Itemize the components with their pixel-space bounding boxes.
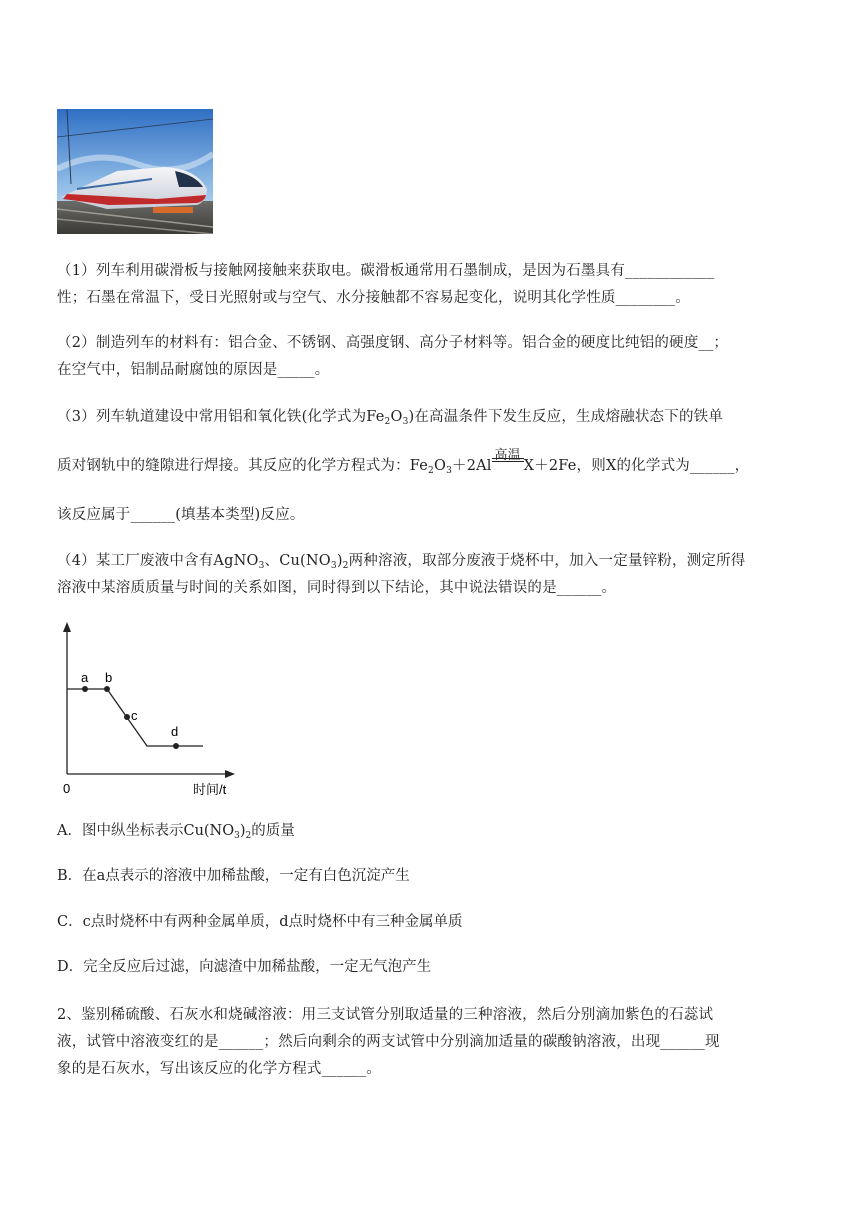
origin-label: 0 [63, 781, 71, 796]
question-1-part-4 [57, 548, 807, 602]
text-line: （4）某工厂废液中含有AgNO$_3$、$Cu(NO_3)_2$两种溶液，取部分废液于烧杯中，加入一定量锌粉，测定所得 [57, 553, 746, 571]
x-axis-label: 时间/t [193, 782, 227, 797]
option-b: B．在a点表示的溶液中加稀盐酸，一定有白色沉淀产生 [57, 868, 410, 884]
text-line: 液，试管中溶液变红的是______；然后向剩余的两支试管中分别滴加适量的碳酸钠溶液，出现______现 [57, 1034, 720, 1050]
point-c [124, 714, 130, 720]
text-line: 2、鉴别稀硫酸、石灰水和烧碱溶液：用三支试管分别取适量的三种溶液，然后分别滴加紫色的石蕊试 [57, 1007, 714, 1023]
option-c: C．c点时烧杯中有两种金属单质，d点时烧杯中有三种金属单质 [57, 914, 463, 930]
point-label-a: a [81, 670, 89, 685]
x-axis-arrow-icon [225, 770, 235, 778]
point-b [104, 686, 110, 692]
question-1-part-1 [57, 258, 807, 312]
point-d [173, 743, 179, 749]
text-line: 性；石墨在常温下，受日光照射或与空气、水分接触都不容易起变化，说明其化学性质________。 [57, 290, 690, 306]
point-label-c: c [131, 708, 138, 723]
question-1-part-3 [57, 393, 807, 540]
text-line: （2）制造列车的材料有：铝合金、不锈钢、高强度钢、高分子材料等。铝合金的硬度比纯铝的硬度__； [57, 335, 729, 351]
point-label-b: b [105, 670, 113, 685]
text-line: 象的是石灰水，写出该反应的化学方程式______。 [57, 1061, 381, 1077]
option-a: A．图中纵坐标表示$Cu(NO_3)_2$的质量 [57, 823, 295, 841]
equation-line: 质对钢轨中的缝隙进行焊接。其反应的化学方程式为：$Fe_2O_3+2Al$ 高温 X＋2Fe，则X的化学式为______， [57, 448, 750, 476]
train-image [57, 109, 213, 234]
train-photo [57, 109, 213, 234]
text-line: 该反应属于______(填基本类型)反应。 [57, 507, 305, 523]
text-line: （3）列车轨道建设中常用铝和氧化铁(化学式为$Fe_2O_3$)在高温条件下发生反应，生成熔融状态下的铁单 [57, 409, 724, 427]
point-a [82, 686, 88, 692]
option-d: D．完全反应后过滤，向滤渣中加稀盐酸，一定无气泡产生 [57, 959, 432, 975]
solute-mass-time-graph [55, 618, 245, 803]
text-line: （1）列车利用碳滑板与接触网接触来获取电。碳滑板通常用石墨制成，是因为石墨具有____________ [57, 263, 715, 279]
question-2 [57, 1002, 807, 1083]
question-1-part-2 [57, 330, 807, 384]
text-line: 在空气中，铝制品耐腐蚀的原因是_____。 [57, 362, 330, 378]
y-axis-arrow-icon [63, 622, 71, 632]
text-line: 溶液中某溶质质量与时间的关系如图，同时得到以下结论，其中说法错误的是______。 [57, 580, 617, 596]
point-label-d: d [171, 724, 179, 739]
